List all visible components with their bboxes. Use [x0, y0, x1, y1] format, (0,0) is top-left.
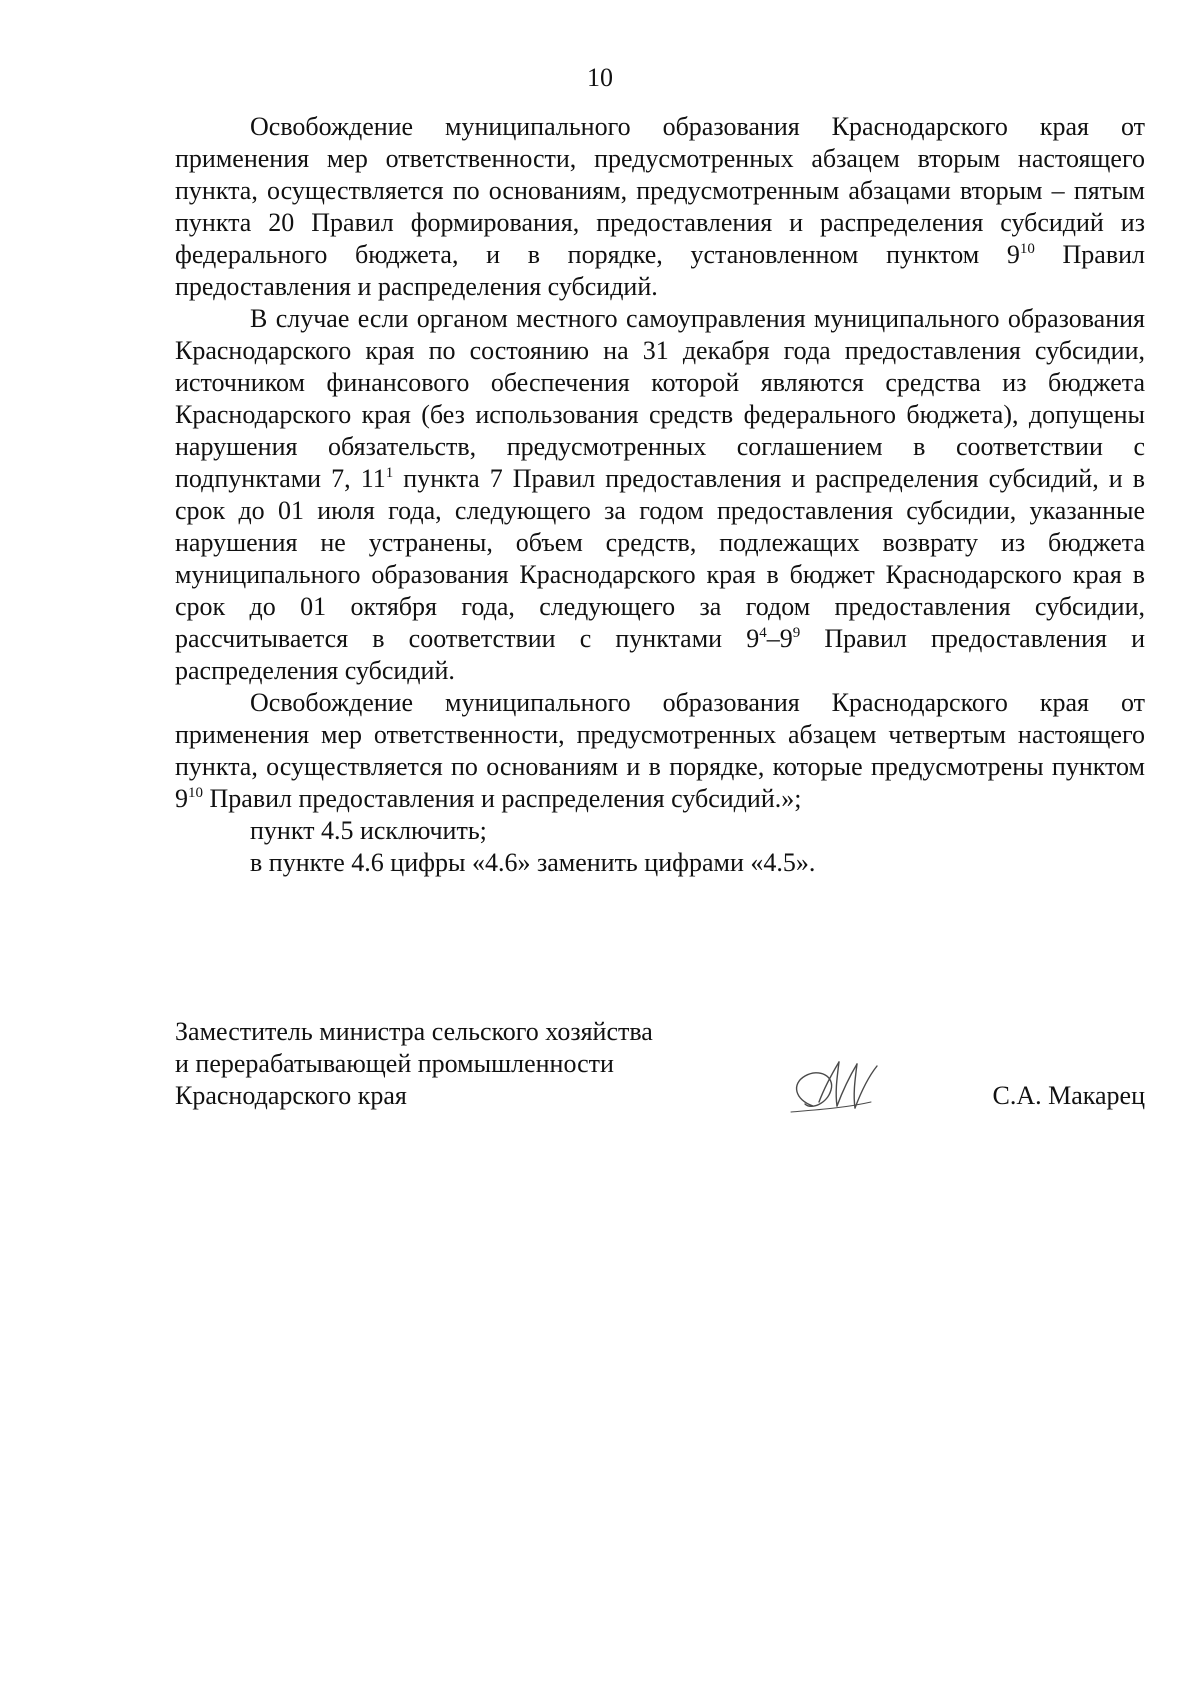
superscript: 1: [385, 465, 394, 481]
signature-block: [175, 1016, 1145, 1126]
paragraph-text: пункта 7 Правил предоставления и распределения субсидий, и в срок до 01 июля года, следующего за годом предоставления субсидии, указанные нарушения не устранены, объем средств, подлежащих возврату из бюджета муниципального образования Краснодарского края в бюджет Краснодарского края в срок до 01 октября года, следующего за годом предоставления субсидии, рассчитывается в соответствии с пунктами 9: [175, 464, 1145, 653]
paragraph-exclude-4-5: пункт 4.5 исключить;: [250, 816, 487, 845]
superscript: 9: [792, 625, 801, 641]
handwritten-signature: [785, 1050, 885, 1120]
paragraph-text: Освобождение муниципального образования Краснодарского края от применения мер ответственности, предусмотренных абзацем вторым настоящего пункта, осуществляется по основаниям, предусмотренным абзацами вторым – пятым пункта 20 Правил формирования, предоставления и распределения субсидий из федерального бюджета, и в порядке, установленном пунктом 9: [175, 112, 1145, 269]
paragraph-text: Правил предоставления и распределения субсидий.»;: [203, 784, 802, 813]
signatory-title-line: Краснодарского края: [175, 1081, 407, 1110]
paragraph-replace-4-6: в пункте 4.6 цифры «4.6» заменить цифрами «4.5».: [250, 848, 816, 877]
signatory-title-line: и перерабатывающей промышленности: [175, 1049, 614, 1078]
paragraph-text: Правил предоставления и распределения субсидий.: [175, 240, 1146, 301]
signatory-name: С.А. Макарец: [992, 1081, 1145, 1110]
page-number: 10: [587, 63, 613, 92]
paragraph-release-4th: [175, 687, 1145, 815]
paragraph-text: –9: [766, 624, 793, 653]
paragraph-text: Освобождение муниципального образования Краснодарского края от применения мер ответственности, предусмотренных абзацем четвертым настоящего пункта, осуществляется по основаниям и в порядке, которые предусмотрены пунктом 9: [175, 688, 1145, 813]
signatory-title: [175, 1016, 653, 1112]
superscript: 10: [188, 785, 203, 801]
superscript: 10: [1019, 241, 1035, 257]
paragraph-text: Правил предоставления и распределения субсидий.: [175, 624, 1145, 685]
paragraph-release-2nd: [175, 111, 1145, 303]
superscript: 4: [759, 625, 767, 641]
paragraph-text: В случае если органом местного самоуправления муниципального образования Краснодарского края по состоянию на 31 декабря года предоставления субсидии, источником финансового обеспечения которой являются средства из бюджета Краснодарского края (без использования средств федерального бюджета), допущены нарушения обязательств, предусмотренных соглашением в соответствии с подпунктами 7, 11: [175, 304, 1145, 493]
paragraph-case-violation: [175, 303, 1145, 687]
document-body: [175, 111, 1145, 879]
signatory-title-line: Заместитель министра сельского хозяйства: [175, 1017, 653, 1046]
